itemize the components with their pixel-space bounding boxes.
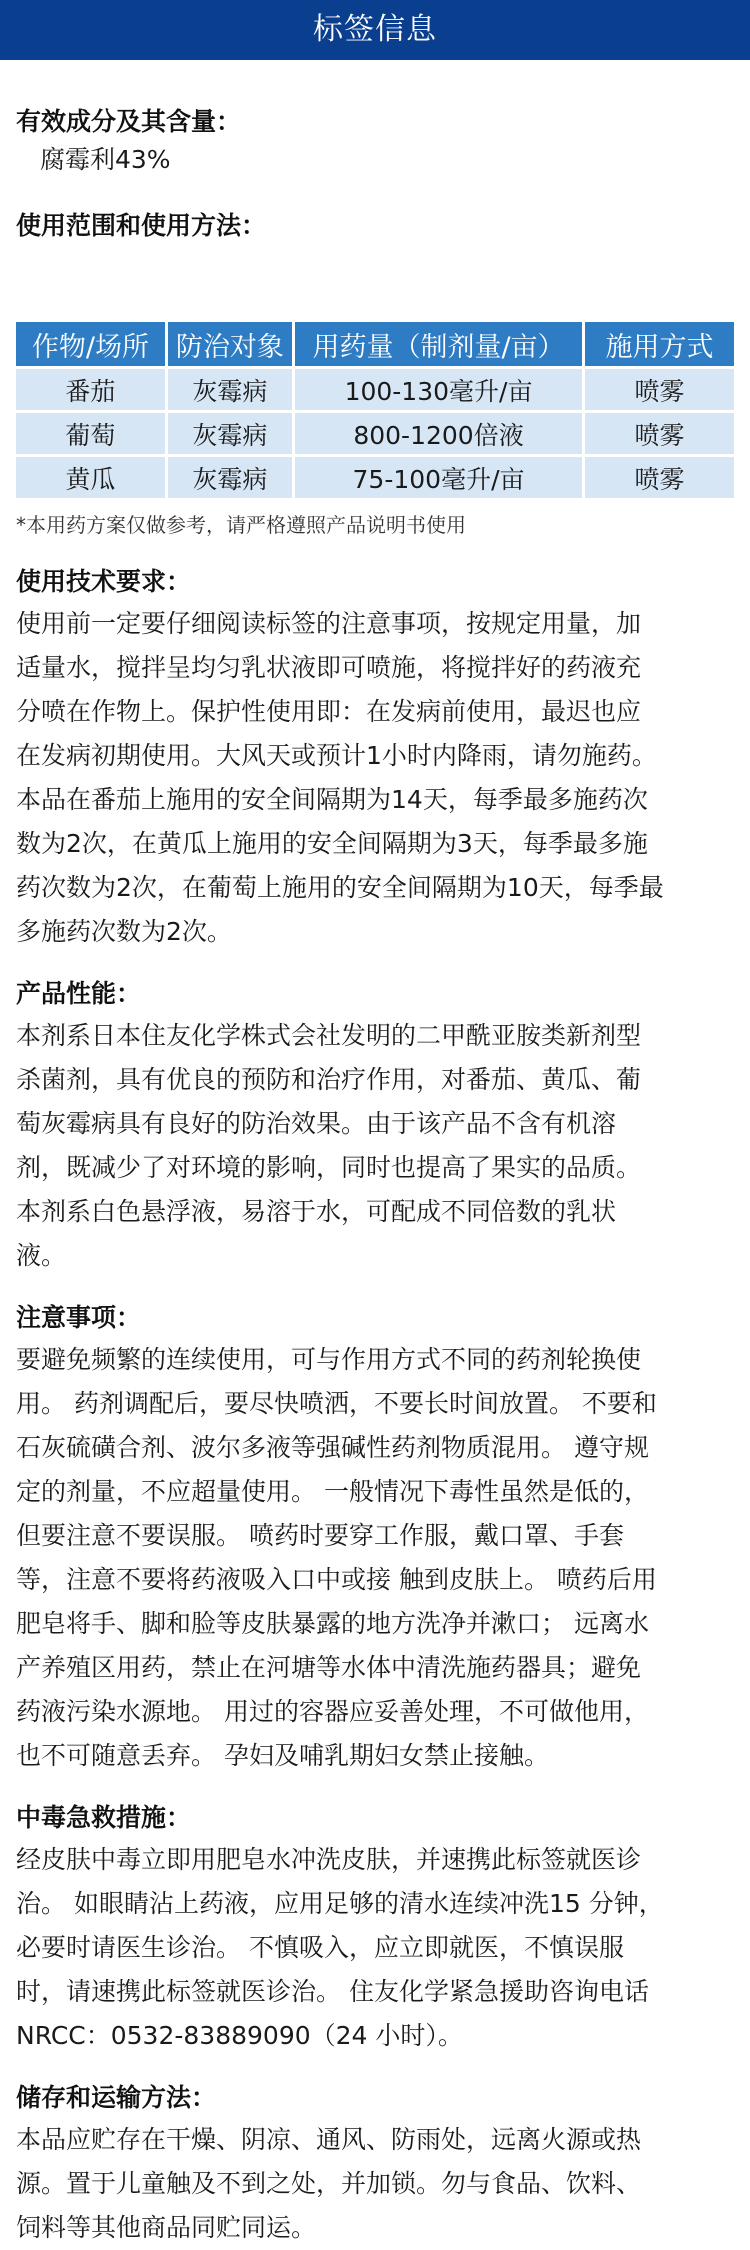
performance-line: 本剂系白色悬浮液，易溶于水，可配成不同倍数的乳状 [16, 1197, 617, 1226]
storage-section [16, 2078, 734, 2250]
table-cell: 喷雾 [585, 457, 734, 498]
tech-line: 数为2次，在黄瓜上施用的安全间隔期为3天，每季最多施 [16, 829, 648, 858]
table-cell: 75-100毫升/亩 [295, 457, 582, 498]
notes-line: 药液污染水源地。 用过的容器应妥善处理，不可做他用， [16, 1697, 649, 1726]
firstaid-title: 中毒急救措施： [16, 1803, 192, 1832]
notes-section [16, 1298, 734, 1778]
performance-line: 液。 [16, 1241, 67, 1270]
performance-line: 本剂系日本住友化学株式会社发明的二甲酰亚胺类新剂型 [16, 1021, 642, 1050]
tech-line: 多施药次数为2次。 [16, 917, 232, 946]
label-content [0, 102, 750, 2250]
storage-line: 饲料等其他商品同贮同运。 [16, 2213, 317, 2242]
storage-line: 本品应贮存在干燥、阴凉、通风、防雨处，远离火源或热 [16, 2125, 642, 2154]
performance-title: 产品性能： [16, 979, 142, 1008]
usage-title: 使用范围和使用方法： [16, 211, 267, 240]
notes-line: 用。 药剂调配后，要尽快喷洒，不要长时间放置。 不要和 [16, 1389, 657, 1418]
notes-line: 定的剂量，不应超量使用。 一般情况下毒性虽然是低的， [16, 1477, 649, 1506]
notes-line: 但要注意不要误服。 喷药时要穿工作服，戴口罩、手套 [16, 1521, 624, 1550]
tech-line: 在发病初期使用。大风天或预计1小时内降雨，请勿施药。 [16, 741, 657, 770]
notes-line: 产养殖区用药，禁止在河塘等水体中清洗施药器具；避免 [16, 1653, 642, 1682]
ingredient-value: 腐霉利43% [40, 145, 171, 174]
tech-section [16, 562, 734, 954]
tech-line: 适量水，搅拌呈均匀乳状液即可喷施，将搅拌好的药液充 [16, 653, 642, 682]
tech-line: 本品在番茄上施用的安全间隔期为14天，每季最多施药次 [16, 785, 648, 814]
table-row [16, 369, 734, 410]
usage-section [16, 206, 734, 538]
usage-table [13, 319, 737, 501]
column-header-crop: 作物/场所 [16, 322, 165, 366]
notes-line: 肥皂将手、脚和脸等皮肤暴露的地方洗净并漱口； 远离水 [16, 1609, 649, 1638]
notes-line: 石灰硫磺合剂、波尔多液等强碱性药剂物质混用。 遵守规 [16, 1433, 649, 1462]
performance-line: 杀菌剂，具有优良的预防和治疗作用，对番茄、黄瓜、葡 [16, 1065, 642, 1094]
storage-line: 源。置于儿童触及不到之处，并加锁。勿与食品、饮料、 [16, 2169, 642, 2198]
notes-line: 要避免频繁的连续使用，可与作用方式不同的药剂轮换使 [16, 1345, 642, 1374]
firstaid-line: 经皮肤中毒立即用肥皂水冲洗皮肤，并速携此标签就医诊 [16, 1845, 642, 1874]
column-header-method: 施用方式 [585, 322, 734, 366]
performance-section [16, 974, 734, 1278]
table-header-row [16, 322, 734, 366]
firstaid-line: NRCC：0532-83889090（24 小时）。 [16, 2021, 463, 2050]
performance-line: 萄灰霉病具有良好的防治效果。由于该产品不含有机溶 [16, 1109, 617, 1138]
firstaid-line: 治。 如眼睛沾上药液，应用足够的清水连续冲洗15 分钟， [16, 1889, 664, 1918]
notes-title: 注意事项： [16, 1303, 142, 1332]
firstaid-line: 时，请速携此标签就医诊治。 住友化学紧急援助咨询电话 [16, 1977, 649, 2006]
table-cell: 喷雾 [585, 413, 734, 454]
column-header-dosage: 用药量（制剂量/亩） [295, 322, 582, 366]
notes-line: 也不可随意丢弃。 孕妇及哺乳期妇女禁止接触。 [16, 1741, 549, 1770]
notes-line: 等，注意不要将药液吸入口中或接 触到皮肤上。 喷药后用 [16, 1565, 657, 1594]
firstaid-section [16, 1798, 734, 2058]
table-cell: 灰霉病 [168, 413, 292, 454]
table-cell: 100-130毫升/亩 [295, 369, 582, 410]
tech-title: 使用技术要求： [16, 567, 192, 596]
table-row [16, 457, 734, 498]
performance-line: 剂，既减少了对环境的影响，同时也提高了果实的品质。 [16, 1153, 642, 1182]
column-header-target: 防治对象 [168, 322, 292, 366]
table-row [16, 413, 734, 454]
table-cell: 喷雾 [585, 369, 734, 410]
tech-line: 使用前一定要仔细阅读标签的注意事项，按规定用量，加 [16, 609, 642, 638]
table-cell: 灰霉病 [168, 457, 292, 498]
table-cell: 黄瓜 [16, 457, 165, 498]
tech-line: 药次数为2次，在葡萄上施用的安全间隔期为10天，每季最 [16, 873, 664, 902]
usage-footnote: *本用药方案仅做参考，请严格遵照产品说明书使用 [16, 513, 466, 537]
table-cell: 葡萄 [16, 413, 165, 454]
firstaid-line: 必要时请医生诊治。 不慎吸入，应立即就医，不慎误服 [16, 1933, 624, 1962]
table-cell: 800-1200倍液 [295, 413, 582, 454]
ingredient-section [16, 102, 734, 182]
ingredient-title: 有效成分及其含量： [16, 107, 242, 136]
storage-title: 储存和运输方法： [16, 2083, 217, 2112]
page-title: 标签信息 [313, 12, 437, 47]
table-cell: 番茄 [16, 369, 165, 410]
table-cell: 灰霉病 [168, 369, 292, 410]
page-header [0, 0, 750, 60]
tech-line: 分喷在作物上。保护性使用即：在发病前使用，最迟也应 [16, 697, 642, 726]
